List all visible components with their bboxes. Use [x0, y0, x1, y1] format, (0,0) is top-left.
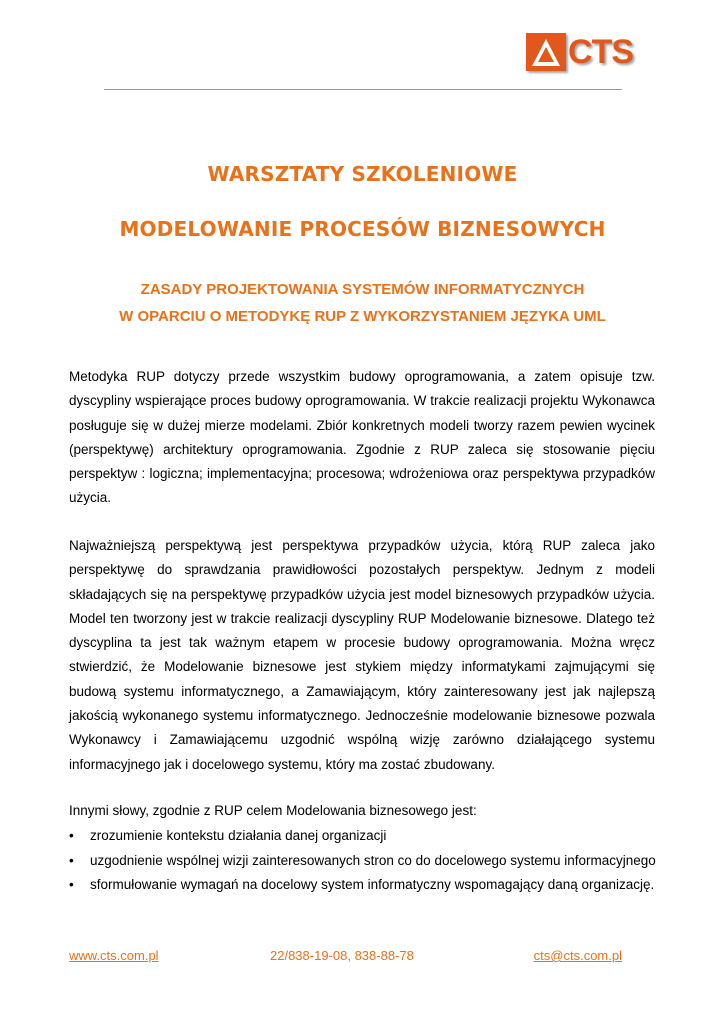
- subtitle-line-1: ZASADY PROJEKTOWANIA SYSTEMÓW INFORMATYCZNYCH: [140, 281, 585, 298]
- bullet-icon: •: [69, 877, 74, 892]
- header-divider: [104, 89, 622, 90]
- paragraph-use-case-perspective: Najważniejszą perspektywą jest perspektywa przypadków użycia, którą RUP zaleca jako perspektywę do sprawdzania prawidłowości pozostałych perspektyw. Jednym z modeli składających się na perspektywę przypadków użycia jest model biznesowych przypadków użycia. Model ten tworzony jest w trakcie realizacji dyscypliny RUP Modelowanie biznesowe. Dlatego też dyscyplina ta jest tak ważnym etapem w procesie budowy oprogramowania. Można wręcz stwierdzić, że Modelowanie biznesowe jest stykiem między informatykami zajmującymi się budową systemu informatycznego, a Zamawiającym, który zainteresowany jest jak najlepszą jakością wykonanego systemu informatycznego. Jednocześnie modelowanie biznesowe pozwala Wykonawcy i Zamawiającemu uzgodnić wspólną wizję zarówno działającego systemu informacyjnego jak i docelowego systemu, który ma zostać zbudowany.: [69, 538, 655, 772]
- page-title-secondary: MODELOWANIE PROCESÓW BIZNESOWYCH: [119, 217, 606, 241]
- list-item-text: sformułowanie wymagań na docelowy system informatyczny wspomagający daną organizację.: [90, 877, 655, 892]
- list-item-text: uzgodnienie wspólnej wizji zainteresowanych stron co do docelowego systemu informacyjnego: [90, 852, 656, 868]
- bullet-icon: •: [69, 852, 74, 868]
- cts-logo: [526, 32, 656, 72]
- goals-list: [69, 824, 669, 898]
- website-link[interactable]: www.cts.com.pl: [69, 948, 159, 963]
- triangle-logo-icon: [526, 33, 566, 71]
- page-title: WARSZTATY SZKOLENIOWE: [207, 162, 518, 186]
- email-link[interactable]: cts@cts.com.pl: [533, 948, 622, 963]
- list-item: [69, 824, 669, 849]
- paragraph-rup-overview: Metodyka RUP dotyczy przede wszystkim budowy oprogramowania, a zatem opisuje tzw. dyscypliny wspierające proces budowy oprogramowania. W trakcie realizacji projektu Wykonawca posługuje się w dużej mierze modelami. Zbiór konkretnych modeli tworzy razem pewien wycinek (perspektywę) architektury oprogramowania. Zgodnie z RUP zaleca się stosowanie pięciu perspektyw : logiczna; implementacyjna; procesowa; wdrożeniowa oraz perspektywa przypadków użycia.: [69, 369, 655, 506]
- subtitle-line-2: W OPARCIU O METODYKĘ RUP Z WYKORZYSTANIEM JĘZYKA UML: [119, 308, 606, 325]
- list-item-text: zrozumienie kontekstu działania danej organizacji: [90, 828, 387, 843]
- logo-text: CTS: [568, 33, 633, 71]
- list-item: [69, 849, 669, 874]
- paragraph-goals-intro: Innymi słowy, zgodnie z RUP celem Modelowania biznesowego jest:: [69, 803, 477, 818]
- list-item: [69, 873, 669, 898]
- bullet-icon: •: [69, 828, 74, 843]
- phone-numbers: 22/838-19-08, 838-88-78: [270, 948, 414, 963]
- page-footer: [69, 948, 622, 968]
